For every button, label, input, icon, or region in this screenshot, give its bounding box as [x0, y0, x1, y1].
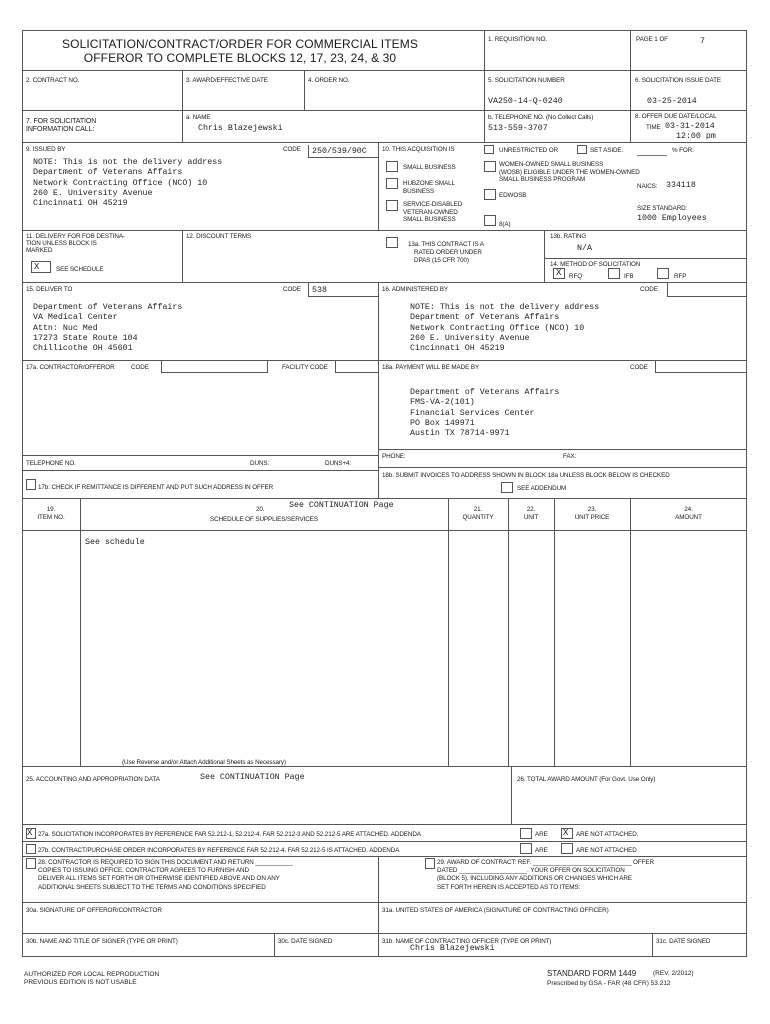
edwosb-checkbox[interactable] — [484, 189, 496, 200]
deliver-to-code-label: CODE — [283, 286, 301, 293]
issued-by-code: 250/539/90C — [312, 147, 367, 156]
phone-label: PHONE: — [382, 453, 406, 460]
hubzone-label: HUBZONE SMALL BUSINESS — [403, 180, 455, 195]
naics-value: 334118 — [666, 181, 696, 190]
accounting-value: See CONTINUATION Page — [200, 773, 305, 782]
duns-label: DUNS: — [250, 460, 270, 467]
pct-for-label: % FOR: — [672, 147, 694, 154]
for-solicitation-label: 7. FOR SOLICITATION INFORMATION CALL: — [26, 118, 97, 134]
accounting-label: 25. ACCOUNTING AND APPROPRIATION DATA — [26, 776, 160, 783]
payment-address: Department of Veterans Affairs FMS-VA-2(101) Financial Services Center PO Box 149971 Austin TX 78714-9971 — [410, 388, 560, 439]
reverse-note: (Use Reverse and/or Attach Additional Sheets as Necessary) — [122, 759, 286, 766]
contractor-code-label: CODE — [131, 364, 149, 371]
administered-by-address: NOTE: This is not the delivery address Department of Veterans Affairs Network Contracting Office (NCO) 10 260 E. University Avenue Cincinnati OH 45219 — [410, 303, 600, 354]
signer-name-label: 30b. NAME AND TITLE OF SIGNER (TYPE OR PRINT) — [26, 938, 178, 945]
offeror-signature-label: 30a. SIGNATURE OF OFFEROR/CONTRACTOR — [26, 907, 162, 914]
form-prescribed: Prescribed by GSA - FAR (48 CFR) 53.212 — [547, 980, 671, 987]
rfp-checkbox[interactable] — [657, 268, 669, 279]
offer-due-date: 03-31-2014 — [665, 122, 715, 131]
col-supplies-services: SCHEDULE OF SUPPLIES/SERVICES — [210, 516, 318, 523]
ifb-checkbox[interactable] — [608, 268, 620, 279]
27b-are-label: ARE — [535, 847, 548, 854]
deliver-to-label: 15. DELIVER TO — [26, 286, 73, 293]
deliver-to-address: Department of Veterans Affairs VA Medical Center Attn: Nuc Med 17273 State Route 104 Chillicothe OH 45601 — [33, 303, 183, 354]
27a-check: X — [27, 828, 33, 838]
see-schedule-label: SEE SCHEDULE — [56, 266, 104, 273]
discount-terms-label: 12. DISCOUNT TERMS — [186, 233, 252, 240]
unrestricted-label: UNRESTRICTED OR — [499, 147, 559, 154]
remittance-label: 17b. CHECK IF REMITTANCE IS DIFFERENT AND PUT SUCH ADDRESS IN OFFER — [38, 484, 274, 491]
page-total: 7 — [700, 37, 705, 46]
administered-by-label: 16. ADMINISTERED BY — [382, 286, 448, 293]
small-business-label: SMALL BUSINESS — [403, 164, 456, 171]
29-checkbox[interactable] — [425, 858, 435, 869]
rfq-check: X — [556, 268, 562, 278]
col-unit-price: 23. UNIT PRICE — [574, 506, 610, 521]
27a-are-not-label: ARE NOT ATTACHED. — [576, 831, 639, 838]
issue-date: 03-25-2014 — [647, 97, 697, 106]
wosb-checkbox[interactable] — [484, 161, 496, 172]
issue-date-label: 6. SOLICITATION ISSUE DATE — [635, 77, 721, 84]
27a-are-checkbox[interactable] — [520, 828, 532, 839]
eight-a-label: 8(A) — [499, 221, 511, 228]
issued-by-label: 9. ISSUED BY — [26, 146, 66, 153]
contract-no-label: 2. CONTRACT NO. — [26, 77, 80, 84]
small-business-checkbox[interactable] — [386, 161, 398, 172]
sdvosb-label: SERVICE-DISABLED VETERAN-OWNED SMALL BUSINESS — [403, 201, 463, 224]
27b-checkbox[interactable] — [26, 844, 36, 854]
requisition-no-label: 1. REQUISITION NO. — [488, 36, 548, 43]
block29-text: 29. AWARD OF CONTRACT: REF. _____________________________ OFFER DATED ____________________. YOUR OFFER ON SOLICITATION (BLOCK 5), INCLUDING ANY ADDITIONS OR CHANGES WHICH ARE SET FORTH HEREIN IS ACCEPTED AS TO ITEMS: — [437, 859, 654, 891]
hubzone-checkbox[interactable] — [386, 178, 398, 189]
payment-by-label: 18a. PAYMENT WILL BE MADE BY — [382, 364, 480, 371]
col-item-no: 19. ITEM NO. — [37, 506, 65, 521]
payment-code-label: CODE — [630, 364, 648, 371]
page-label: PAGE 1 OF — [636, 36, 668, 43]
see-addendum-checkbox[interactable] — [501, 482, 513, 493]
contractor-label: 17a. CONTRACTOR/OFFEROR — [26, 364, 115, 371]
see-schedule-check: X — [34, 262, 40, 272]
wosb-label: WOMEN-OWNED SMALL BUSINESS (WOSB) ELIGIBLE UNDER THE WOMEN-OWNED SMALL BUSINESS PROGRAM — [499, 161, 640, 184]
27b-label: 27b. CONTRACT/PURCHASE ORDER INCORPORATES BY REFERENCE FAR 52.212-4. FAR 52.212-5 IS ATTACHED. ADDENDA — [38, 847, 400, 854]
duns4-label: DUNS+4: — [325, 460, 352, 467]
award-date-label: 3. AWARD/EFFECTIVE DATE — [186, 77, 268, 84]
naics-label: NAICS: — [637, 183, 658, 190]
telephone-no-label: TELEPHONE NO. — [26, 460, 76, 467]
order-no-label: 4. ORDER NO. — [308, 77, 350, 84]
col-amount: 24. AMOUNT — [675, 506, 702, 521]
name-label: a. NAME — [186, 114, 211, 121]
eight-a-checkbox[interactable] — [484, 215, 496, 226]
size-standard-label: SIZE STANDARD: — [637, 205, 688, 212]
fob-label: 11. DELIVERY FOR FOB DESTINA- TION UNLESS BLOCK IS MARKED — [26, 233, 125, 255]
offeror-date-label: 30c. DATE SIGNED — [278, 938, 333, 945]
size-standard-value: 1000 Employees — [637, 214, 707, 223]
solicitation-no-label: 5. SOLICITATION NUMBER — [488, 77, 565, 84]
acquisition-label: 10. THIS ACQUISITION IS — [382, 146, 455, 153]
footer-left: AUTHORIZED FOR LOCAL REPRODUCTION PREVIOUS EDITION IS NOT USABLE — [24, 971, 160, 987]
col-unit: 22. UNIT — [523, 506, 539, 521]
col20-num: 20. — [256, 506, 265, 513]
dpas-checkbox[interactable] — [386, 237, 398, 248]
rating-value: N/A — [577, 244, 592, 253]
27b-are-checkbox[interactable] — [520, 843, 532, 854]
form-title-line1: SOLICITATION/CONTRACT/ORDER FOR COMMERCIAL ITEMS — [62, 37, 418, 51]
28-checkbox[interactable] — [26, 858, 36, 869]
administered-by-code-label: CODE — [640, 286, 658, 293]
form-title-line2: OFFEROR TO COMPLETE BLOCKS 12, 17, 23, 24, & 30 — [83, 50, 397, 65]
co-name: Chris Blazejewski — [410, 944, 495, 953]
offer-due-time: 12:00 pm — [676, 132, 716, 141]
rating-label: 13b. RATING — [550, 233, 587, 240]
submit-invoices-label: 18b. SUBMIT INVOICES TO ADDRESS SHOWN IN BLOCK 18a UNLESS BLOCK BELOW IS CHECKED — [382, 472, 670, 479]
rfq-label: RFQ — [569, 273, 582, 280]
deliver-to-code: 538 — [312, 286, 327, 295]
set-aside-label: SET ASIDE: — [590, 147, 624, 154]
offer-due-label: 8. OFFER DUE DATE/LOCAL — [635, 113, 717, 120]
schedule-body-text: See schedule — [85, 538, 145, 547]
form-title — [30, 38, 450, 66]
set-aside-checkbox[interactable] — [577, 145, 587, 154]
telephone: 513-559-3707 — [488, 124, 548, 133]
27b-are-not-checkbox[interactable] — [561, 843, 573, 854]
co-date-label: 31c. DATE SIGNED — [656, 938, 711, 945]
27b-are-not-label: ARE NOT ATTACHED — [576, 847, 637, 854]
27a-are-label: ARE — [535, 831, 548, 838]
sdvosb-checkbox[interactable] — [386, 200, 398, 211]
co-name-label: 31b. NAME OF CONTRACTING OFFICER (TYPE OR PRINT) — [382, 938, 552, 945]
rfp-label: RFP — [674, 273, 687, 280]
method-label: 14. METHOD OF SOLICITATION — [550, 261, 641, 268]
see-addendum-label: SEE ADDENDUM — [517, 485, 567, 492]
fax-label: FAX: — [563, 453, 577, 460]
unrestricted-checkbox[interactable] — [484, 145, 494, 154]
edwosb-label: EDWOSB — [499, 192, 527, 199]
facility-code-label: FACILITY CODE — [282, 364, 328, 371]
telephone-label: b. TELEPHONE NO. (No Collect Calls) — [488, 114, 594, 121]
co-signature-label: 31a. UNITED STATES OF AMERICA (SIGNATURE OF CONTRACTING OFFICER) — [382, 907, 609, 914]
total-award-label: 26. TOTAL AWARD AMOUNT (For Govt. Use Only) — [517, 776, 656, 783]
remittance-checkbox[interactable] — [26, 479, 36, 490]
solicitation-no: VA250-14-Q-0240 — [488, 97, 563, 106]
27a-are-not-check: X — [563, 828, 569, 838]
col20-note: See CONTINUATION Page — [289, 501, 394, 510]
27a-label: 27a. SOLICITATION INCORPORATES BY REFERENCE FAR 52.212-1, 52.212-4. FAR 52.212-3 AND 52.212-5 ARE ATTACHED. ADDENDA — [38, 831, 421, 838]
col-quantity: 21. QUANTITY — [462, 506, 494, 521]
ifb-label: IFB — [624, 273, 634, 280]
issued-by-code-label: CODE — [283, 146, 301, 153]
form-revision: (REV. 2/2012) — [653, 970, 694, 977]
offer-time-label: TIME — [646, 124, 661, 131]
block28-text: 28. CONTRACTOR IS REQUIRED TO SIGN THIS DOCUMENT AND RETURN ___________ COPIES TO ISSUING OFFICE. CONTRACTOR AGREES TO FURNISH AND DELIVER ALL ITEMS SET FORTH OR OTHERWISE IDENTIFIED ABOVE AND ON ANY ADDITIONAL SHEETS SUBJECT TO THE TERMS AND CONDITIONS SPECIFIED — [38, 859, 293, 891]
form-name: STANDARD FORM 1449 — [547, 969, 637, 978]
contact-name: Chris Blazejewski — [198, 124, 283, 133]
issued-by-address: NOTE: This is not the delivery address Department of Veterans Affairs Network Contracting Office (NCO) 10 260 E. University Avenue Cincinnati OH 45219 — [33, 158, 223, 209]
dpas-label: 13a. THIS CONTRACT IS A RATED ORDER UNDER DPAS (15 CFR 700) — [408, 241, 484, 265]
